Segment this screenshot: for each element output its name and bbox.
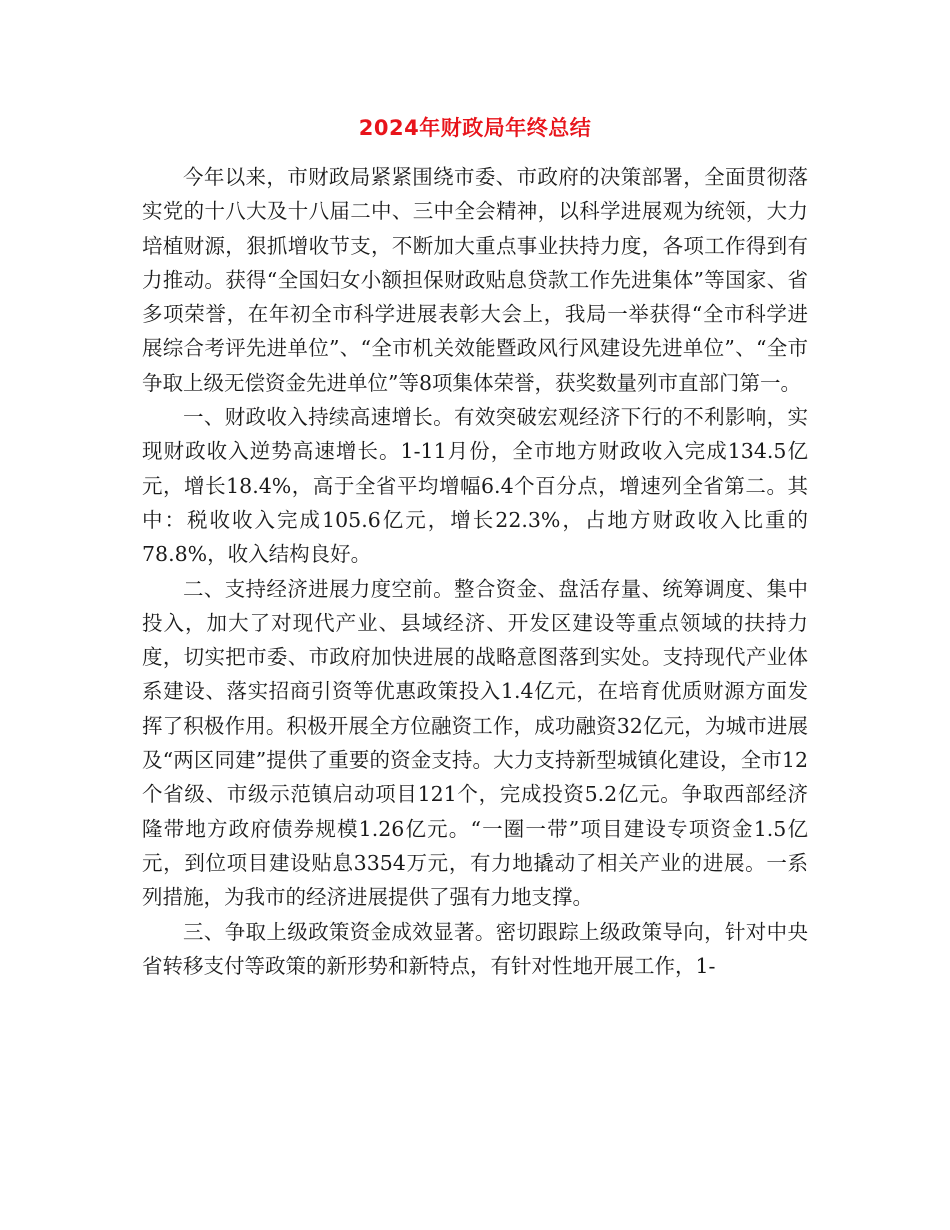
- document-body: [142, 160, 808, 983]
- paragraph-intro: 今年以来，市财政局紧紧围绕市委、市政府的决策部署，全面贯彻落实党的十八大及十八届二中、三中全会精神，以科学进展观为统领，大力培植财源，狠抓增收节支，不断加大重点事业扶持力度，各项工作得到有力推动。获得“全国妇女小额担保财政贴息贷款工作先进集体”等国家、省多项荣誉，在年初全市科学进展表彰大会上，我局一举获得“全市科学进展综合考评先进单位”、“全市机关效能暨政风行风建设先进单位”、“全市争取上级无偿资金先进单位”等8项集体荣誉，获奖数量列市直部门第一。: [142, 165, 808, 395]
- document-title: 2024年财政局年终总结: [358, 116, 592, 140]
- paragraph-section-2: 二、支持经济进展力度空前。整合资金、盘活存量、统筹调度、集中投入，加大了对现代产业、县域经济、开发区建设等重点领域的扶持力度，切实把市委、市政府加快进展的战略意图落到实处。支持现代产业体系建设、落实招商引资等优惠政策投入1.4亿元，在培育优质财源方面发挥了积极作用。积极开展全方位融资工作，成功融资32亿元，为城市进展及“两区同建”提供了重要的资金支持。大力支持新型城镇化建设，全市12个省级、市级示范镇启动项目121个，完成投资5.2亿元。争取西部经济隆带地方政府债券规模1.26亿元。“一圈一带”项目建设专项资金1.5亿元，到位项目建设贴息3354万元，有力地撬动了相关产业的进展。一系列措施，为我市的经济进展提供了强有力地支撑。: [142, 576, 808, 910]
- paragraph-section-3: 三、争取上级政策资金成效显著。密切跟踪上级政策导向，针对中央省转移支付等政策的新形势和新特点，有针对性地开展工作，1-: [142, 919, 808, 978]
- paragraph-section-1: 一、财政收入持续高速增长。有效突破宏观经济下行的不利影响，实现财政收入逆势高速增长。1-11月份，全市地方财政收入完成134.5亿元，增长18.4%，高于全省平均增幅6.4个百分点，增速列全省第二。其中：税收收入完成105.6亿元，增长22.3%，占地方财政收入比重的78.8%，收入结构良好。: [142, 405, 808, 567]
